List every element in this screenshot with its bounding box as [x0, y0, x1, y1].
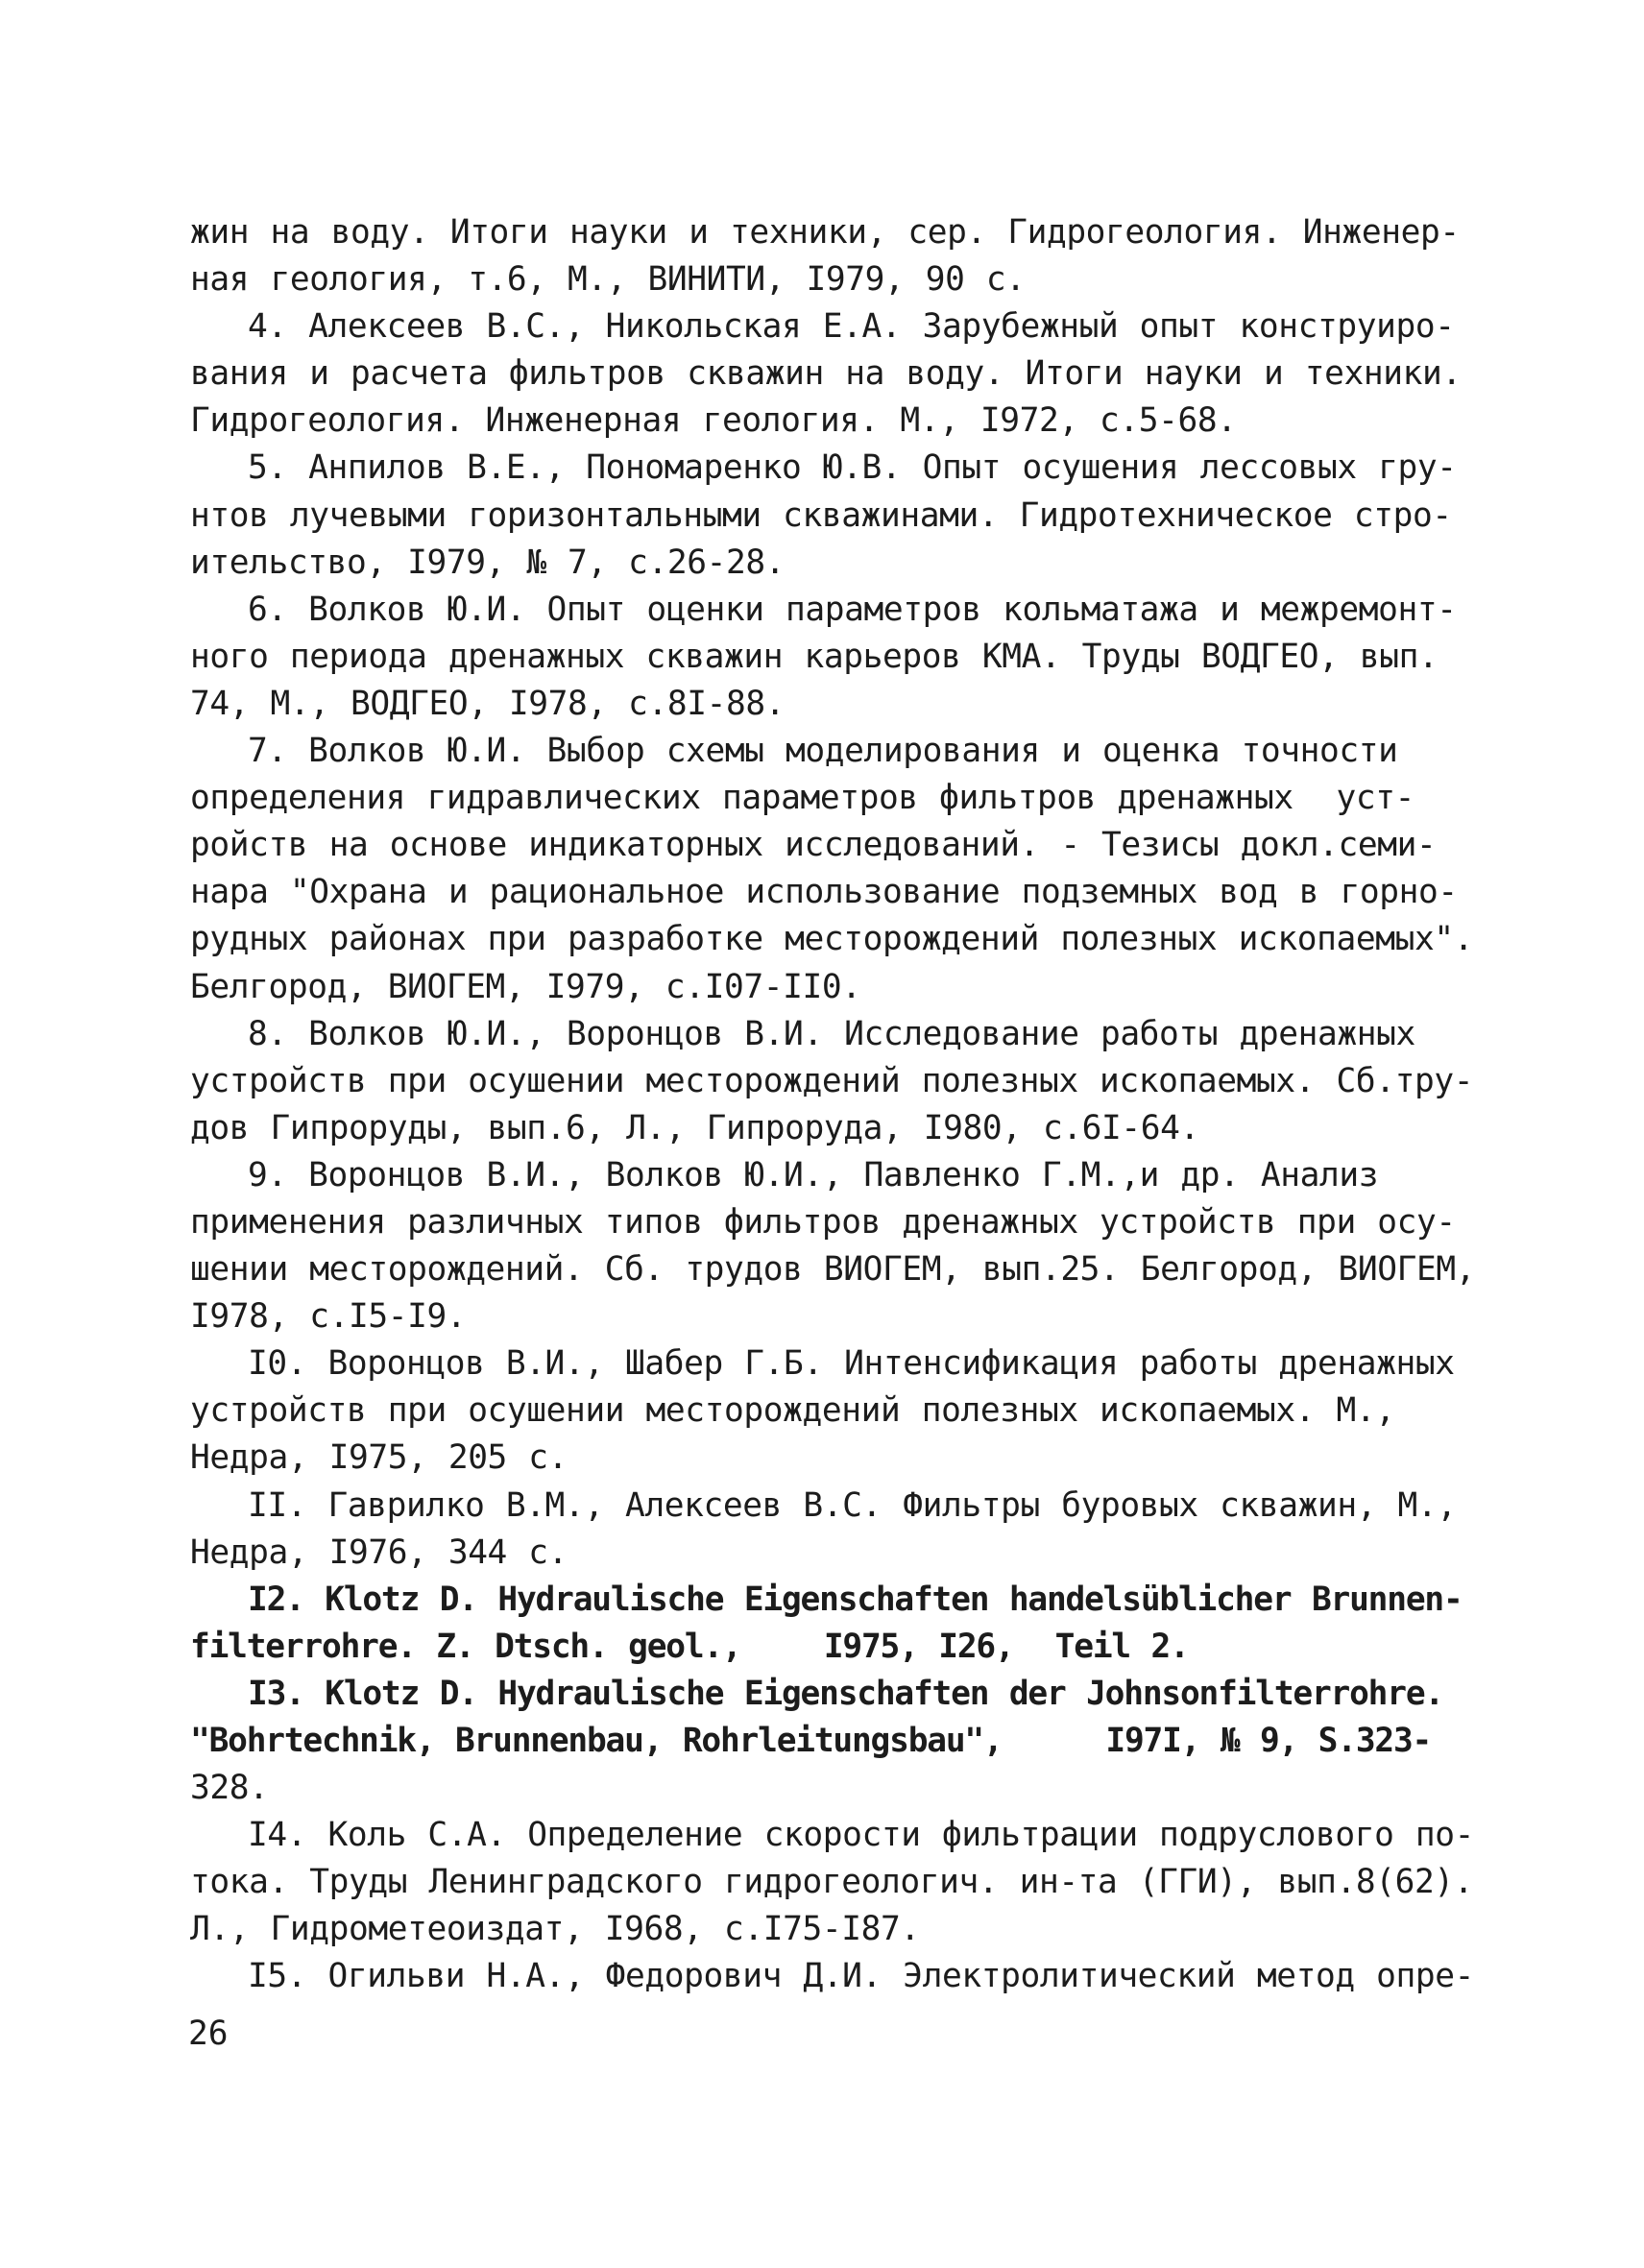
reference-line: 8. Волков Ю.И., Воронцов В.И. Исследование работы дренажных [248, 1014, 1415, 1053]
reference-line: шении месторождений. Сб. трудов ВИОГЕМ, вып.25. Белгород, ВИОГЕМ, [190, 1250, 1476, 1290]
reference-line: Л., Гидрометеоиздат, I968, с.I75-I87. [190, 1910, 920, 1949]
reference-line: 9. Воронцов В.И., Волков Ю.И., Павленко Г.М.,и др. Анализ [248, 1155, 1379, 1194]
reference-line: 6. Волков Ю.И. Опыт оценки параметров кольматажа и межремонт- [248, 590, 1457, 629]
reference-line: Недра, I975, 205 с. [190, 1438, 568, 1478]
reference-line: 328. [190, 1769, 269, 1808]
reference-line: II. Гаврилко В.М., Алексеев В.С. Фильтры буровых скважин, М., [248, 1485, 1457, 1525]
reference-line: I4. Коль С.А. Определение скорости фильтрации подруслового по- [248, 1816, 1474, 1855]
reference-line: определения гидравлических параметров фильтров дренажных уст- [190, 779, 1414, 818]
reference-line: 7. Волков Ю.И. Выбор схемы моделирования и оценка точности [248, 732, 1398, 771]
reference-line: ного периода дренажных скважин карьеров КМА. Труды ВОДГЕО, вып. [190, 637, 1438, 676]
reference-line: 74, М., ВОДГЕО, I978, с.8I-88. [190, 684, 786, 723]
reference-line: filterrohre. Z. Dtsch. geol., I975, I26, Teil 2. [190, 1627, 1189, 1666]
reference-line: I0. Воронцов В.И., Шабер Г.Б. Интенсификация работы дренажных [248, 1344, 1455, 1384]
reference-line: устройств при осушении месторождений полезных ископаемых. Сб.тру- [190, 1061, 1474, 1100]
reference-line: рудных районах при разработке месторождений полезных ископаемых". [190, 920, 1474, 959]
reference-line: применения различных типов фильтров дренажных устройств при осу- [190, 1202, 1456, 1242]
reference-line: ительство, I979, № 7, с.26-28. [190, 543, 786, 582]
reference-line: вания и расчета фильтров скважин на воду. Итоги науки и техники. [190, 354, 1462, 394]
reference-line: нтов лучевыми горизонтальными скважинами. Гидротехническое стро- [190, 495, 1452, 535]
reference-line: устройств при осушении месторождений полезных ископаемых. М., [190, 1391, 1395, 1431]
reference-line: тока. Труды Ленинградского гидрогеологич. ин-та (ГГИ), вып.8(62). [190, 1863, 1474, 1902]
reference-line: Недра, I976, 344 с. [190, 1532, 568, 1572]
reference-line: нара "Охрана и рациональное использование подземных вод в горно- [190, 873, 1458, 912]
reference-line: I3. Klotz D. Hydraulische Eigenschaften der Johnsonfilterrohre. [248, 1674, 1443, 1713]
reference-line: I2. Klotz D. Hydraulische Eigenschaften handelsüblicher Brunnen- [248, 1580, 1463, 1619]
reference-line: Белгород, ВИОГЕМ, I979, с.I07-II0. [190, 967, 861, 1006]
reference-line: 4. Алексеев В.С., Никольская Е.А. Зарубежный опыт конструиро- [248, 307, 1455, 347]
reference-line: "Bohrtechnik, Brunnenbau, Rohrleitungsbau", I97I, № 9, S.323- [190, 1722, 1432, 1760]
reference-line: I978, с.I5-I9. [190, 1297, 467, 1337]
references-list [190, 209, 1496, 2001]
reference-line: жин на воду. Итоги науки и техники, сер. Гидрогеология. Инженер- [190, 213, 1460, 252]
reference-line: ная геология, т.6, М., ВИНИТИ, I979, 90 с. [190, 260, 1026, 300]
reference-line: ройств на основе индикаторных исследований. - Тезисы докл.семи- [190, 826, 1437, 865]
reference-line: I5. Огильви Н.А., Федорович Д.И. Электролитический метод опре- [248, 1957, 1474, 1996]
reference-line: дов Гипроруды, вып.6, Л., Гипроруда, I980, с.6I-64. [190, 1108, 1199, 1147]
reference-line: Гидрогеология. Инженерная геология. М., I972, с.5-68. [190, 401, 1237, 441]
page-number: 26 [188, 2015, 229, 2053]
reference-line: 5. Анпилов В.Е., Пономаренко Ю.В. Опыт осушения лессовых гру- [248, 448, 1457, 488]
